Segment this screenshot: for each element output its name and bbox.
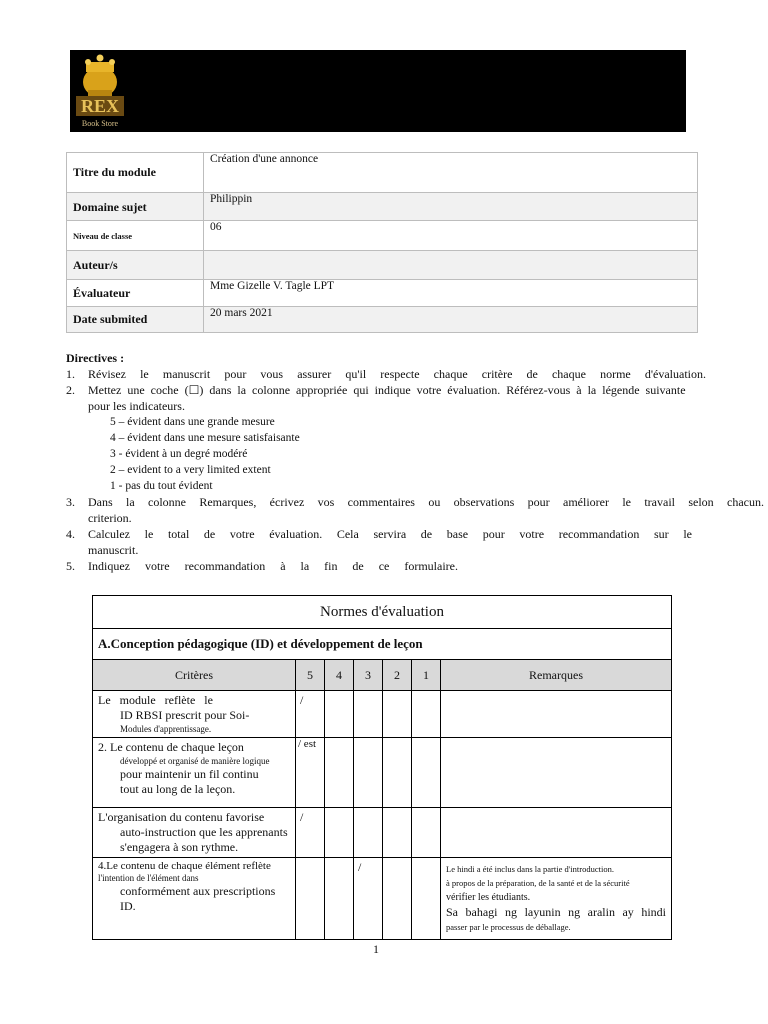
score-1-cell[interactable] <box>412 738 441 808</box>
header-score-3: 3 <box>354 660 383 691</box>
criterion-line: ID RBSI prescrit pour Soi- <box>120 708 250 722</box>
criterion-line: s'engagera à son rythme. <box>120 840 239 854</box>
score-3-cell[interactable] <box>354 691 383 738</box>
scale-2: 2 – evident to a very limited extent <box>110 464 271 476</box>
info-label: Domaine sujet <box>67 193 204 221</box>
remarks-cell[interactable] <box>441 691 672 738</box>
info-row-title <box>67 153 698 193</box>
score-3-cell[interactable] <box>354 738 383 808</box>
page-number: 1 <box>373 942 379 956</box>
info-label: Titre du module <box>67 153 204 193</box>
directive-text-cont: criterion. <box>88 511 132 525</box>
criterion-line: L'organisation du contenu favorise <box>98 810 265 824</box>
directive-number: 2. <box>66 383 75 397</box>
logo-subtext: Book Store <box>81 119 119 128</box>
table-row <box>93 691 672 738</box>
logo-text: REX <box>80 96 120 116</box>
criterion-line: tout au long de la leçon. <box>120 782 236 796</box>
score-5-cell[interactable] <box>296 858 325 940</box>
criterion-line: ID. <box>120 899 136 913</box>
header-criteria: Critères <box>93 660 296 691</box>
criterion-cell <box>93 738 296 808</box>
directive-text-cont: pour les indicateurs. <box>88 399 185 413</box>
directive-item-4 <box>66 526 766 558</box>
info-value <box>204 251 698 280</box>
criterion-cell <box>93 691 296 738</box>
score-2-cell[interactable] <box>383 808 412 858</box>
info-value: 20 mars 2021 <box>204 307 698 333</box>
evaluation-title: Normes d'évaluation <box>93 596 672 629</box>
header-score-1: 1 <box>412 660 441 691</box>
remarks-cell[interactable] <box>441 858 672 940</box>
criterion-line: pour maintenir un fil continu <box>120 767 259 781</box>
score-3-cell[interactable] <box>354 808 383 858</box>
score-4-cell[interactable] <box>325 858 354 940</box>
directives <box>66 350 766 574</box>
criterion-line: conformément aux prescriptions <box>120 884 276 898</box>
directive-item-3 <box>66 494 766 526</box>
score-5-cell[interactable]: / <box>296 808 325 858</box>
criterion-cell <box>93 858 296 940</box>
directive-item-5 <box>66 558 766 574</box>
score-5-cell[interactable]: / est <box>296 738 325 808</box>
score-4-cell[interactable] <box>325 808 354 858</box>
directives-heading: Directives : <box>66 351 125 365</box>
table-row <box>93 808 672 858</box>
criterion-cell <box>93 808 296 858</box>
directive-item-2 <box>66 382 766 414</box>
info-value: Mme Gizelle V. Tagle LPT <box>204 280 698 307</box>
score-2-cell[interactable] <box>383 858 412 940</box>
directive-text: Mettez une coche (☐) dans la colonne appropriée qui indique votre évaluation. Référez-vous à la légende suivante <box>88 383 686 397</box>
score-5-cell[interactable]: / <box>296 691 325 738</box>
info-label: Auteur/s <box>67 251 204 280</box>
table-row <box>93 858 672 940</box>
remarks-cell[interactable] <box>441 808 672 858</box>
remark-line: Sa bahagi ng layunin ng aralin ay hindi <box>446 905 666 919</box>
header-score-4: 4 <box>325 660 354 691</box>
scale-3: 3 - évident à un degré modéré <box>110 448 248 460</box>
remarks-cell[interactable] <box>441 738 672 808</box>
criterion-line: Le module reflète le <box>98 693 213 707</box>
criterion-line: auto-instruction que les apprenants <box>120 825 288 839</box>
directive-number: 3. <box>66 495 75 509</box>
criterion-line: l'intention de l'élément dans <box>98 873 199 883</box>
criterion-line: 2. Le contenu de chaque leçon <box>98 740 244 754</box>
criterion-line: 4.Le contenu de chaque élément reflète <box>98 860 271 872</box>
info-value: 06 <box>204 221 698 251</box>
directive-number: 4. <box>66 527 75 541</box>
header-remarks: Remarques <box>441 660 672 691</box>
score-2-cell[interactable] <box>383 691 412 738</box>
directive-text-cont: manuscrit. <box>88 543 139 557</box>
info-row-evaluator <box>67 280 698 307</box>
score-1-cell[interactable] <box>412 858 441 940</box>
info-row-domain <box>67 193 698 221</box>
header-score-5: 5 <box>296 660 325 691</box>
directive-text: Indiquez votre recommandation à la fin de ce formulaire. <box>88 559 458 573</box>
rex-logo <box>74 52 126 130</box>
table-row <box>93 738 672 808</box>
evaluation-table <box>92 595 672 940</box>
info-label: Évaluateur <box>67 280 204 307</box>
info-row-author <box>67 251 698 280</box>
rating-scale <box>66 414 766 494</box>
score-1-cell[interactable] <box>412 808 441 858</box>
directive-text: Calculez le total de votre évaluation. Cela servira de base pour votre recommandation sur le <box>88 527 692 541</box>
criterion-line: Modules d'apprentissage. <box>120 724 212 734</box>
directive-number: 1. <box>66 367 75 381</box>
module-info-table <box>66 152 698 333</box>
score-1-cell[interactable] <box>412 691 441 738</box>
header-banner <box>70 50 686 132</box>
score-4-cell[interactable] <box>325 738 354 808</box>
remark-line: à propos de la préparation, de la santé et de la sécurité <box>446 878 630 888</box>
info-value: Création d'une annonce <box>204 153 698 193</box>
remark-line: Le hindi a été inclus dans la partie d'introduction. <box>446 864 614 874</box>
directive-item-1 <box>66 366 766 382</box>
score-2-cell[interactable] <box>383 738 412 808</box>
info-label: Niveau de classe <box>67 221 204 251</box>
directive-text: Révisez le manuscrit pour vous assurer qu'il respecte chaque critère de chaque norme d'évaluation. <box>88 367 706 381</box>
remark-line: vérifier les étudiants. <box>446 892 531 903</box>
section-heading: A.Conception pédagogique (ID) et développement de leçon <box>93 629 672 660</box>
column-headers <box>93 660 672 691</box>
info-row-grade <box>67 221 698 251</box>
directive-number: 5. <box>66 559 75 573</box>
info-value: Philippin <box>204 193 698 221</box>
scale-4: 4 – évident dans une mesure satisfaisante <box>110 432 300 444</box>
info-label: Date submited <box>67 307 204 333</box>
info-row-date <box>67 307 698 333</box>
criterion-line: développé et organisé de manière logique <box>120 756 270 766</box>
header-score-2: 2 <box>383 660 412 691</box>
scale-5: 5 – évident dans une grande mesure <box>110 416 275 428</box>
directive-text: Dans la colonne Remarques, écrivez vos commentaires ou observations pour améliorer le travail selon chacun. <box>88 495 764 509</box>
remark-line: passer par le processus de déballage. <box>446 922 571 932</box>
score-3-cell[interactable]: / <box>354 858 383 940</box>
score-4-cell[interactable] <box>325 691 354 738</box>
scale-1: 1 - pas du tout évident <box>110 480 213 492</box>
